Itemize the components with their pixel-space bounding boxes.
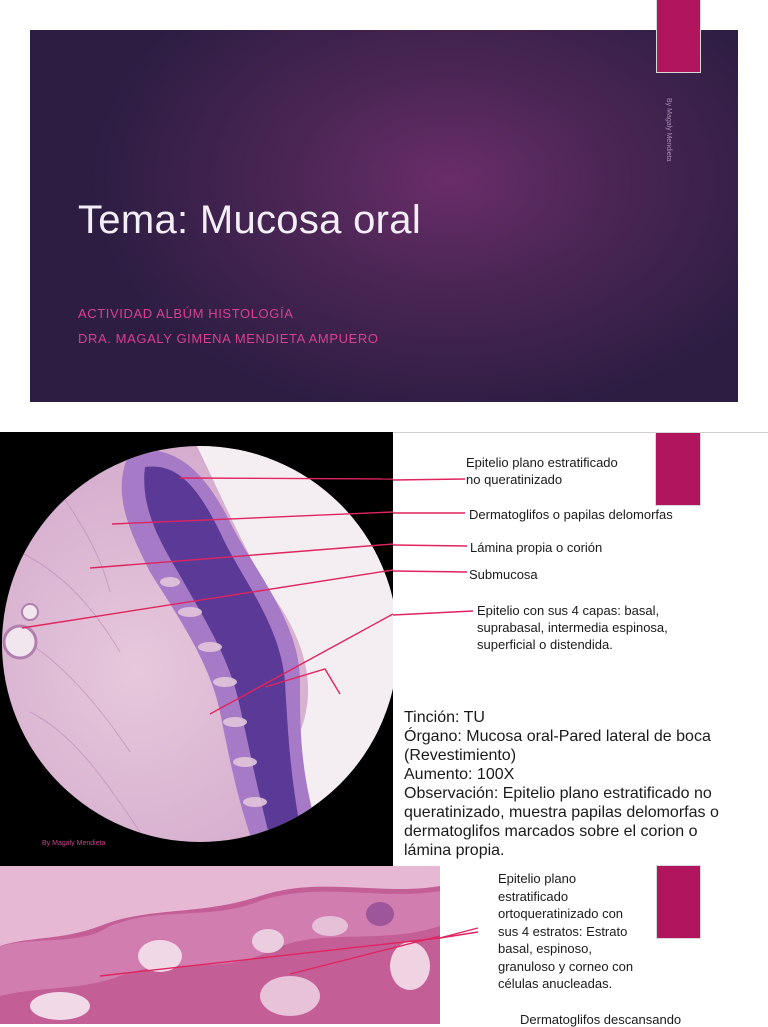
pointer-arrows <box>393 433 473 633</box>
histology-slide-1 <box>0 432 768 866</box>
label-submucosa: Submucosa <box>469 567 538 582</box>
micrograph-image-2 <box>0 866 440 1024</box>
label-dermatoglyphs: Dermatoglifos o papilas delomorfas <box>469 507 673 522</box>
title-slide <box>30 30 738 402</box>
slide-description: Tinción: TU Órgano: Mucosa oral-Pared lateral de boca (Revestimiento) Aumento: 100X Observación: Epitelio plano estratificado no queratinizado, muestra papilas delomorfas o dermatoglifos marcados sobre el corion o lámina propia. <box>404 709 719 859</box>
vertical-author-credit: By Magaly Mendieta <box>665 98 672 162</box>
accent-tab <box>657 0 700 72</box>
label-dermatoglyphs-cutoff: Dermatoglifos descansando <box>520 1012 682 1027</box>
micrograph-image <box>0 432 393 866</box>
histology-slide-2 <box>0 866 768 1027</box>
label-ortho-epithelium: Epitelio plano estratificado ortoqueratinizado con sus 4 estratos: Estrato basal, espinoso, granuloso y corneo con células anucleadas. <box>498 871 634 991</box>
micrograph-oral-mucosa <box>0 432 393 866</box>
micrograph-keratinized-epithelium <box>0 866 440 1024</box>
pointer-arrows-2 <box>440 918 500 958</box>
label-epithelium: Epitelio plano estratificado no queratinizado <box>466 455 618 487</box>
accent-tab <box>656 433 700 505</box>
slide-title: Tema: Mucosa oral <box>78 198 422 242</box>
slide-subtitle-author: DRA. MAGALY GIMENA MENDIETA AMPUERO <box>78 331 379 346</box>
label-lamina-propia: Lámina propia o corión <box>470 540 603 555</box>
slide-subtitle-activity: ACTIVIDAD ALBÚM HISTOLOGÍA <box>78 306 294 321</box>
label-epithelium-layers: Epitelio con sus 4 capas: basal, suprabasal, intermedia espinosa, superficial o distendida. <box>477 603 668 652</box>
photo-credit: By Magaly Mendieta <box>42 840 106 847</box>
